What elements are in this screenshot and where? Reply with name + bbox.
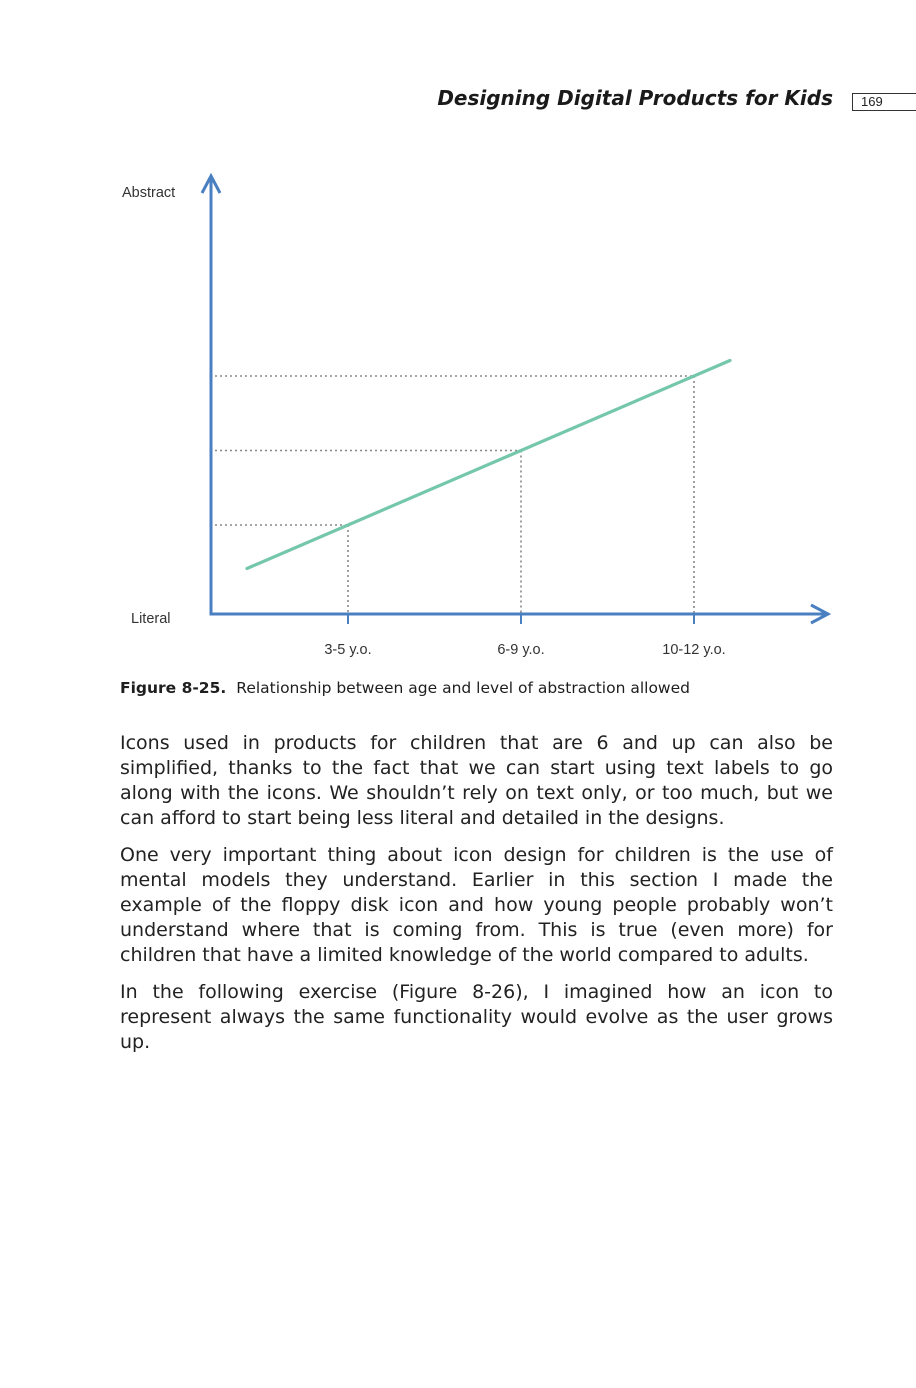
- x-tick-label: 10-12 y.o.: [662, 642, 726, 658]
- figure-caption: [120, 679, 840, 697]
- paragraph: One very important thing about icon design for children is the use of mental models they understand. Earlier in this section I made the example of the floppy disk icon and how young people probably won’t understand where that is coming from. This is true (even more) for children that have a limited knowledge of the world compared to adults.: [120, 844, 833, 966]
- paragraph: Icons used in products for children that are 6 and up can also be simplified, thanks to the fact that we can start using text labels to go along with the icons. We shouldn’t rely on text only, or too much, but we can afford to start being less literal and detailed in the designs.: [120, 732, 833, 829]
- trend-line: [247, 360, 730, 568]
- reference-guides: [215, 376, 694, 614]
- x-tick-label: 6-9 y.o.: [497, 642, 545, 658]
- y-high-label: Abstract: [122, 185, 176, 201]
- caption-text: Relationship between age and level of abstraction allowed: [236, 679, 690, 697]
- paragraph: In the following exercise (Figure 8-26), I imagined how an icon to represent always the same functionality would evolve as the user grows up.: [120, 981, 833, 1053]
- x-tick-labels: [324, 642, 725, 658]
- body-text: [120, 731, 833, 1067]
- running-head-title: Designing Digital Products for Kids: [437, 86, 833, 110]
- caption-label: Figure 8-25.: [120, 679, 227, 697]
- age-abstraction-chart: [0, 0, 916, 670]
- y-low-label: Literal: [131, 611, 171, 627]
- page-number: 169: [852, 93, 916, 111]
- x-tick-label: 3-5 y.o.: [324, 642, 372, 658]
